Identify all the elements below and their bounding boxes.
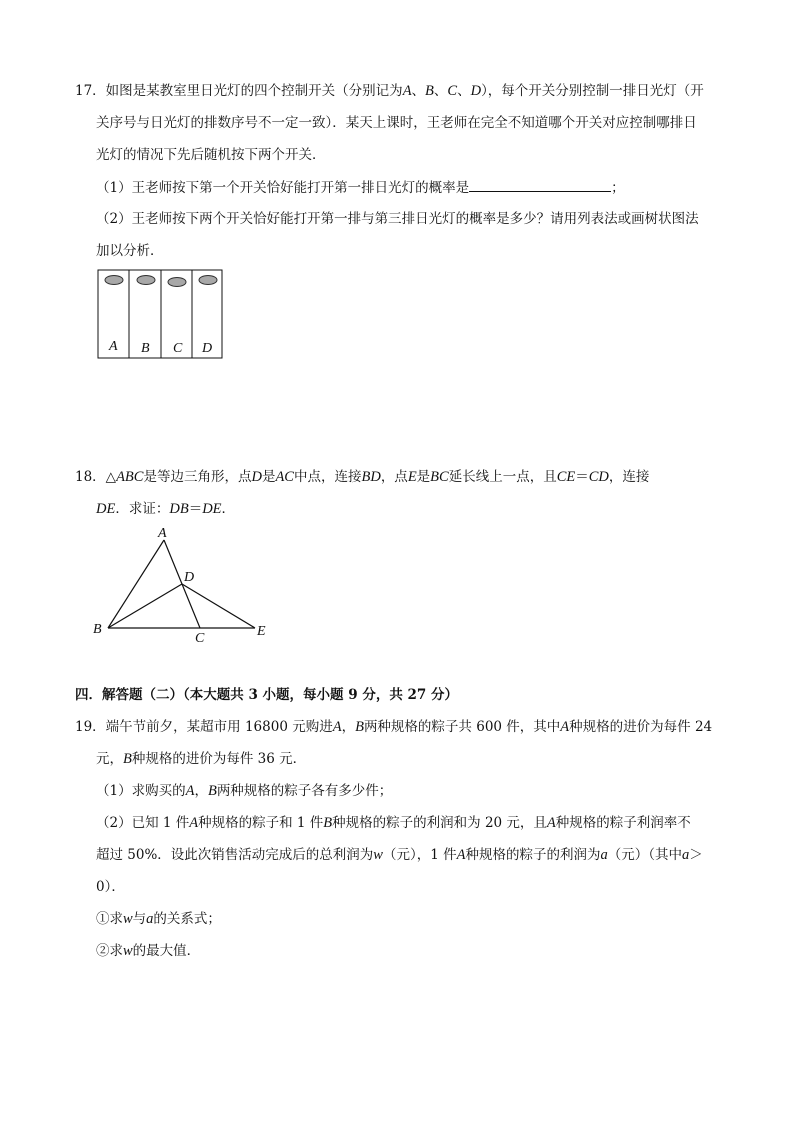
switch-label-b: B [141, 341, 150, 356]
q17-subquestion-1: （1）王老师按下第一个开关恰好能打开第一排日光灯的概率是 ； [96, 180, 625, 196]
point-label-e: E [257, 624, 266, 639]
q18-line-1: 18．△ABC是等边三角形，点D是AC中点，连接BD，点E是BC延长线上一点，且CE＝CD，连接 [75, 469, 650, 485]
triangle-figure [88, 522, 278, 646]
segment-bd [108, 584, 182, 628]
q19-subquestion-1: （1）求购买的A，B两种规格的粽子各有多少件； [96, 783, 393, 799]
switch-button-a [105, 276, 123, 285]
switch-label-c: C [173, 341, 183, 356]
switch-label-a: A [109, 339, 118, 354]
segment-de [182, 584, 255, 628]
answer-blank[interactable] [469, 178, 611, 192]
q17-subquestion-2-line-1: （2）王老师按下两个开关恰好能打开第一排与第三排日光灯的概率是多少？请用列表法或画树状图法 [96, 211, 699, 227]
point-label-d: D [184, 570, 195, 585]
q19-line-1: 19．端午节前夕，某超市用 16800 元购进A，B两种规格的粽子共 600 件，其中A种规格的进价为每件 24 [75, 719, 713, 735]
q19-subquestion-2-line-2: 超过 50%．设此次销售活动完成后的总利润为w（元），1 件A种规格的粽子的利润为a（元）（其中a＞ [96, 847, 703, 863]
q18-line-2: DE．求证：DB＝DE． [96, 501, 236, 517]
q19-subquestion-2-line-1: （2）已知 1 件A种规格的粽子和 1 件B种规格的粽子的利润和为 20 元，且A种规格的粽子利润率不 [96, 815, 691, 831]
q19-item-2: ②求w的最大值． [96, 943, 201, 959]
q17-line-2: 关序号与日光灯的排数序号不一定一致）．某天上课时，王老师在完全不知道哪个开关对应控制哪排日 [96, 115, 697, 131]
point-label-b: B [93, 622, 102, 637]
switch-button-b [137, 276, 155, 285]
q17-line-3: 光灯的情况下先后随机按下两个开关． [96, 147, 326, 163]
switch-label-d: D [202, 341, 213, 356]
section-heading: 四．解答题（二）（本大题共 3 小题，每小题 9 分，共 27 分） [75, 687, 459, 703]
switch-panel-figure [96, 268, 226, 362]
q17-line-1: 17．如图是某教室里日光灯的四个控制开关（分别记为A、B、C、D），每个开关分别控制一排日光灯（开 [75, 83, 704, 99]
point-label-a: A [158, 526, 167, 541]
switch-button-d [199, 276, 217, 285]
switch-button-c [168, 278, 186, 287]
q19-subquestion-2-line-3: 0）． [96, 879, 125, 895]
segment-ab [108, 540, 164, 628]
q19-item-1: ①求w与a的关系式； [96, 911, 221, 927]
q17-subquestion-2-line-2: 加以分析． [96, 243, 164, 259]
q19-line-2: 元，B种规格的进价为每件 36 元． [96, 751, 307, 767]
point-label-c: C [195, 631, 205, 646]
